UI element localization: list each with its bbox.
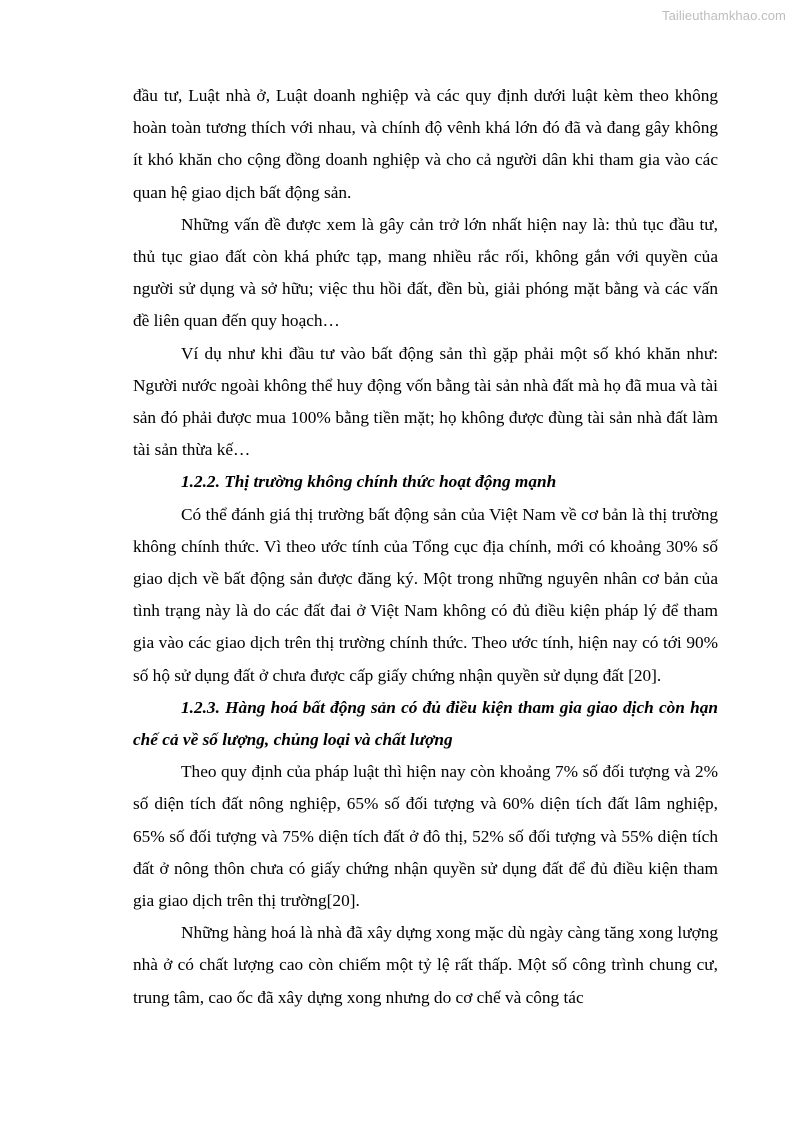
watermark-text: Tailieuthamkhao.com bbox=[661, 8, 786, 23]
section-heading-1-2-2: 1.2.2. Thị trường không chính thức hoạt động mạnh bbox=[181, 472, 557, 492]
paragraph-legal-statistics: Theo quy định của pháp luật thì hiện nay còn khoảng 7% số đối tượng và 2% số diện tích đất nông nghiệp, 65% số đối tượng và 60% diện tích đất lâm nghiệp, 65% số đối tượng và 75% diện tích đất ở đô thị, 52% số đối tượng và 55% diện tích đất ở nông thôn chưa có giấy chứng nhận quyền sử dụng đất để đủ điều kiện tham gia giao dịch trên thị trường[20]. bbox=[133, 762, 718, 911]
paragraph-housing-quality: Những hàng hoá là nhà đã xây dựng xong mặc dù ngày càng tăng xong lượng nhà ở có chất lượng cao còn chiếm một tỷ lệ rất thấp. Một số công trình chung cư, trung tâm, cao ốc đã xây dựng xong nhưng do cơ chế và công tác bbox=[133, 923, 718, 1007]
paragraph-example: Ví dụ như khi đầu tư vào bất động sản thì gặp phải một số khó khăn như: Người nước ngoài không thể huy động vốn bằng tài sản nhà đất mà họ đã mua và tài sản đó phải được mua 100% bằng tiền mặt; họ không được đùng tài sản nhà đất làm tài sản thừa kế… bbox=[133, 343, 718, 460]
section-heading-1-2-3: 1.2.3. Hàng hoá bất động sản có đủ điều kiện tham gia giao dịch còn hạn chế cả về số lượng, chủng loại và chất lượng bbox=[133, 697, 718, 750]
document-page bbox=[133, 80, 718, 1014]
paragraph-obstacles: Những vấn đề được xem là gây cản trở lớn nhất hiện nay là: thủ tục đầu tư, thủ tục giao đất còn khá phức tạp, mang nhiều rắc rối, không gắn với quyền của người sử dụng và sở hữu; việc thu hồi đất, đền bù, giải phóng mặt bằng và các vấn đề liên quan đến quy hoạch… bbox=[133, 214, 718, 331]
paragraph-continuation: đầu tư, Luật nhà ở, Luật doanh nghiệp và các quy định dưới luật kèm theo không hoàn toàn tương thích với nhau, và chính độ vênh khá lớn đó đã và đang gây không ít khó khăn cho cộng đồng doanh nghiệp và cho cả người dân khi tham gia vào các quan hệ giao dịch bất động sản. bbox=[133, 86, 718, 202]
paragraph-informal-market: Có thể đánh giá thị trường bất động sản của Việt Nam về cơ bản là thị trường không chính thức. Vì theo ước tính của Tổng cục địa chính, mới có khoảng 30% số giao dịch về bất động sản được đăng ký. Một trong những nguyên nhân cơ bản của tình trạng này là do các đất đai ở Việt Nam không có đủ điều kiện pháp lý để tham gia vào các giao dịch trên thị trường chính thức. Theo ước tính, hiện nay có tới 90% số hộ sử dụng đất ở chưa được cấp giấy chứng nhận quyền sử dụng đất [20]. bbox=[133, 504, 718, 685]
